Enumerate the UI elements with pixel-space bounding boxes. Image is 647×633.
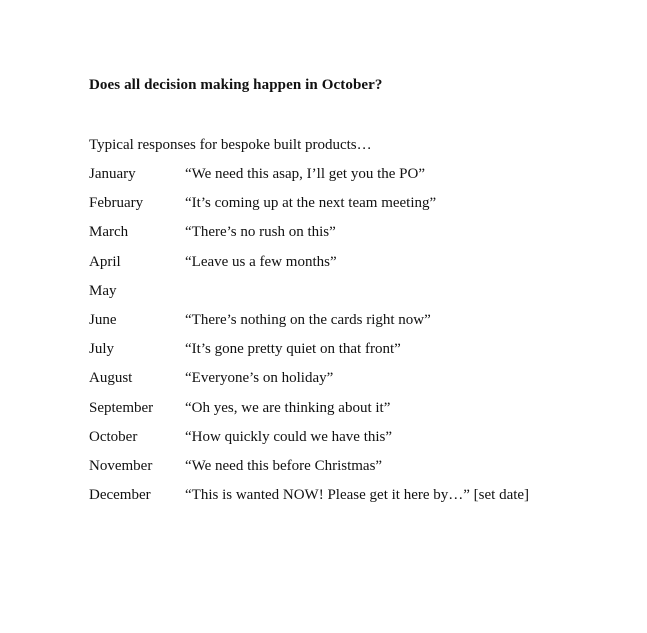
- response-quote: “We need this before Christmas”: [185, 457, 383, 474]
- month-label: October: [89, 428, 138, 445]
- month-label: September: [89, 399, 154, 416]
- response-quote: “It’s coming up at the next team meeting”: [185, 195, 437, 212]
- month-label: February: [89, 195, 144, 212]
- list-item-february: [89, 195, 529, 224]
- month-label: November: [89, 457, 153, 474]
- month-label: March: [89, 224, 129, 241]
- list-item-april: [89, 254, 529, 283]
- response-quote: “How quickly could we have this”: [185, 428, 393, 445]
- month-label: July: [89, 341, 115, 358]
- document-heading: Does all decision making happen in October?: [89, 77, 383, 93]
- month-label: August: [89, 370, 133, 387]
- month-label: May: [89, 282, 117, 299]
- response-quote: “Leave us a few months”: [185, 253, 337, 270]
- response-quote: “There’s no rush on this”: [185, 224, 336, 241]
- list-item-october: [89, 429, 529, 458]
- response-quote: “This is wanted NOW! Please get it here by…” [set date]: [185, 487, 530, 504]
- month-label: April: [89, 253, 121, 270]
- response-quote: “Everyone’s on holiday”: [185, 370, 334, 387]
- response-quote: “There’s nothing on the cards right now”: [185, 311, 431, 328]
- list-item-july: [89, 341, 529, 370]
- month-label: January: [89, 166, 136, 182]
- list-item-november: [89, 458, 529, 487]
- response-quote: “Oh yes, we are thinking about it”: [185, 399, 391, 416]
- list-item-march: [89, 224, 529, 253]
- intro-text: Typical responses for bespoke built products…: [89, 137, 372, 153]
- month-label: December: [89, 487, 151, 504]
- month-label: June: [89, 311, 117, 328]
- month-responses-list: [89, 166, 529, 516]
- list-item-september: [89, 400, 529, 429]
- list-item-january: [89, 166, 529, 195]
- list-item-june: [89, 312, 529, 341]
- list-item-december: [89, 487, 529, 516]
- list-item-august: [89, 370, 529, 399]
- response-quote: “It’s gone pretty quiet on that front”: [185, 341, 401, 358]
- response-quote: “We need this asap, I’ll get you the PO”: [185, 166, 425, 182]
- list-item-may: [89, 283, 529, 312]
